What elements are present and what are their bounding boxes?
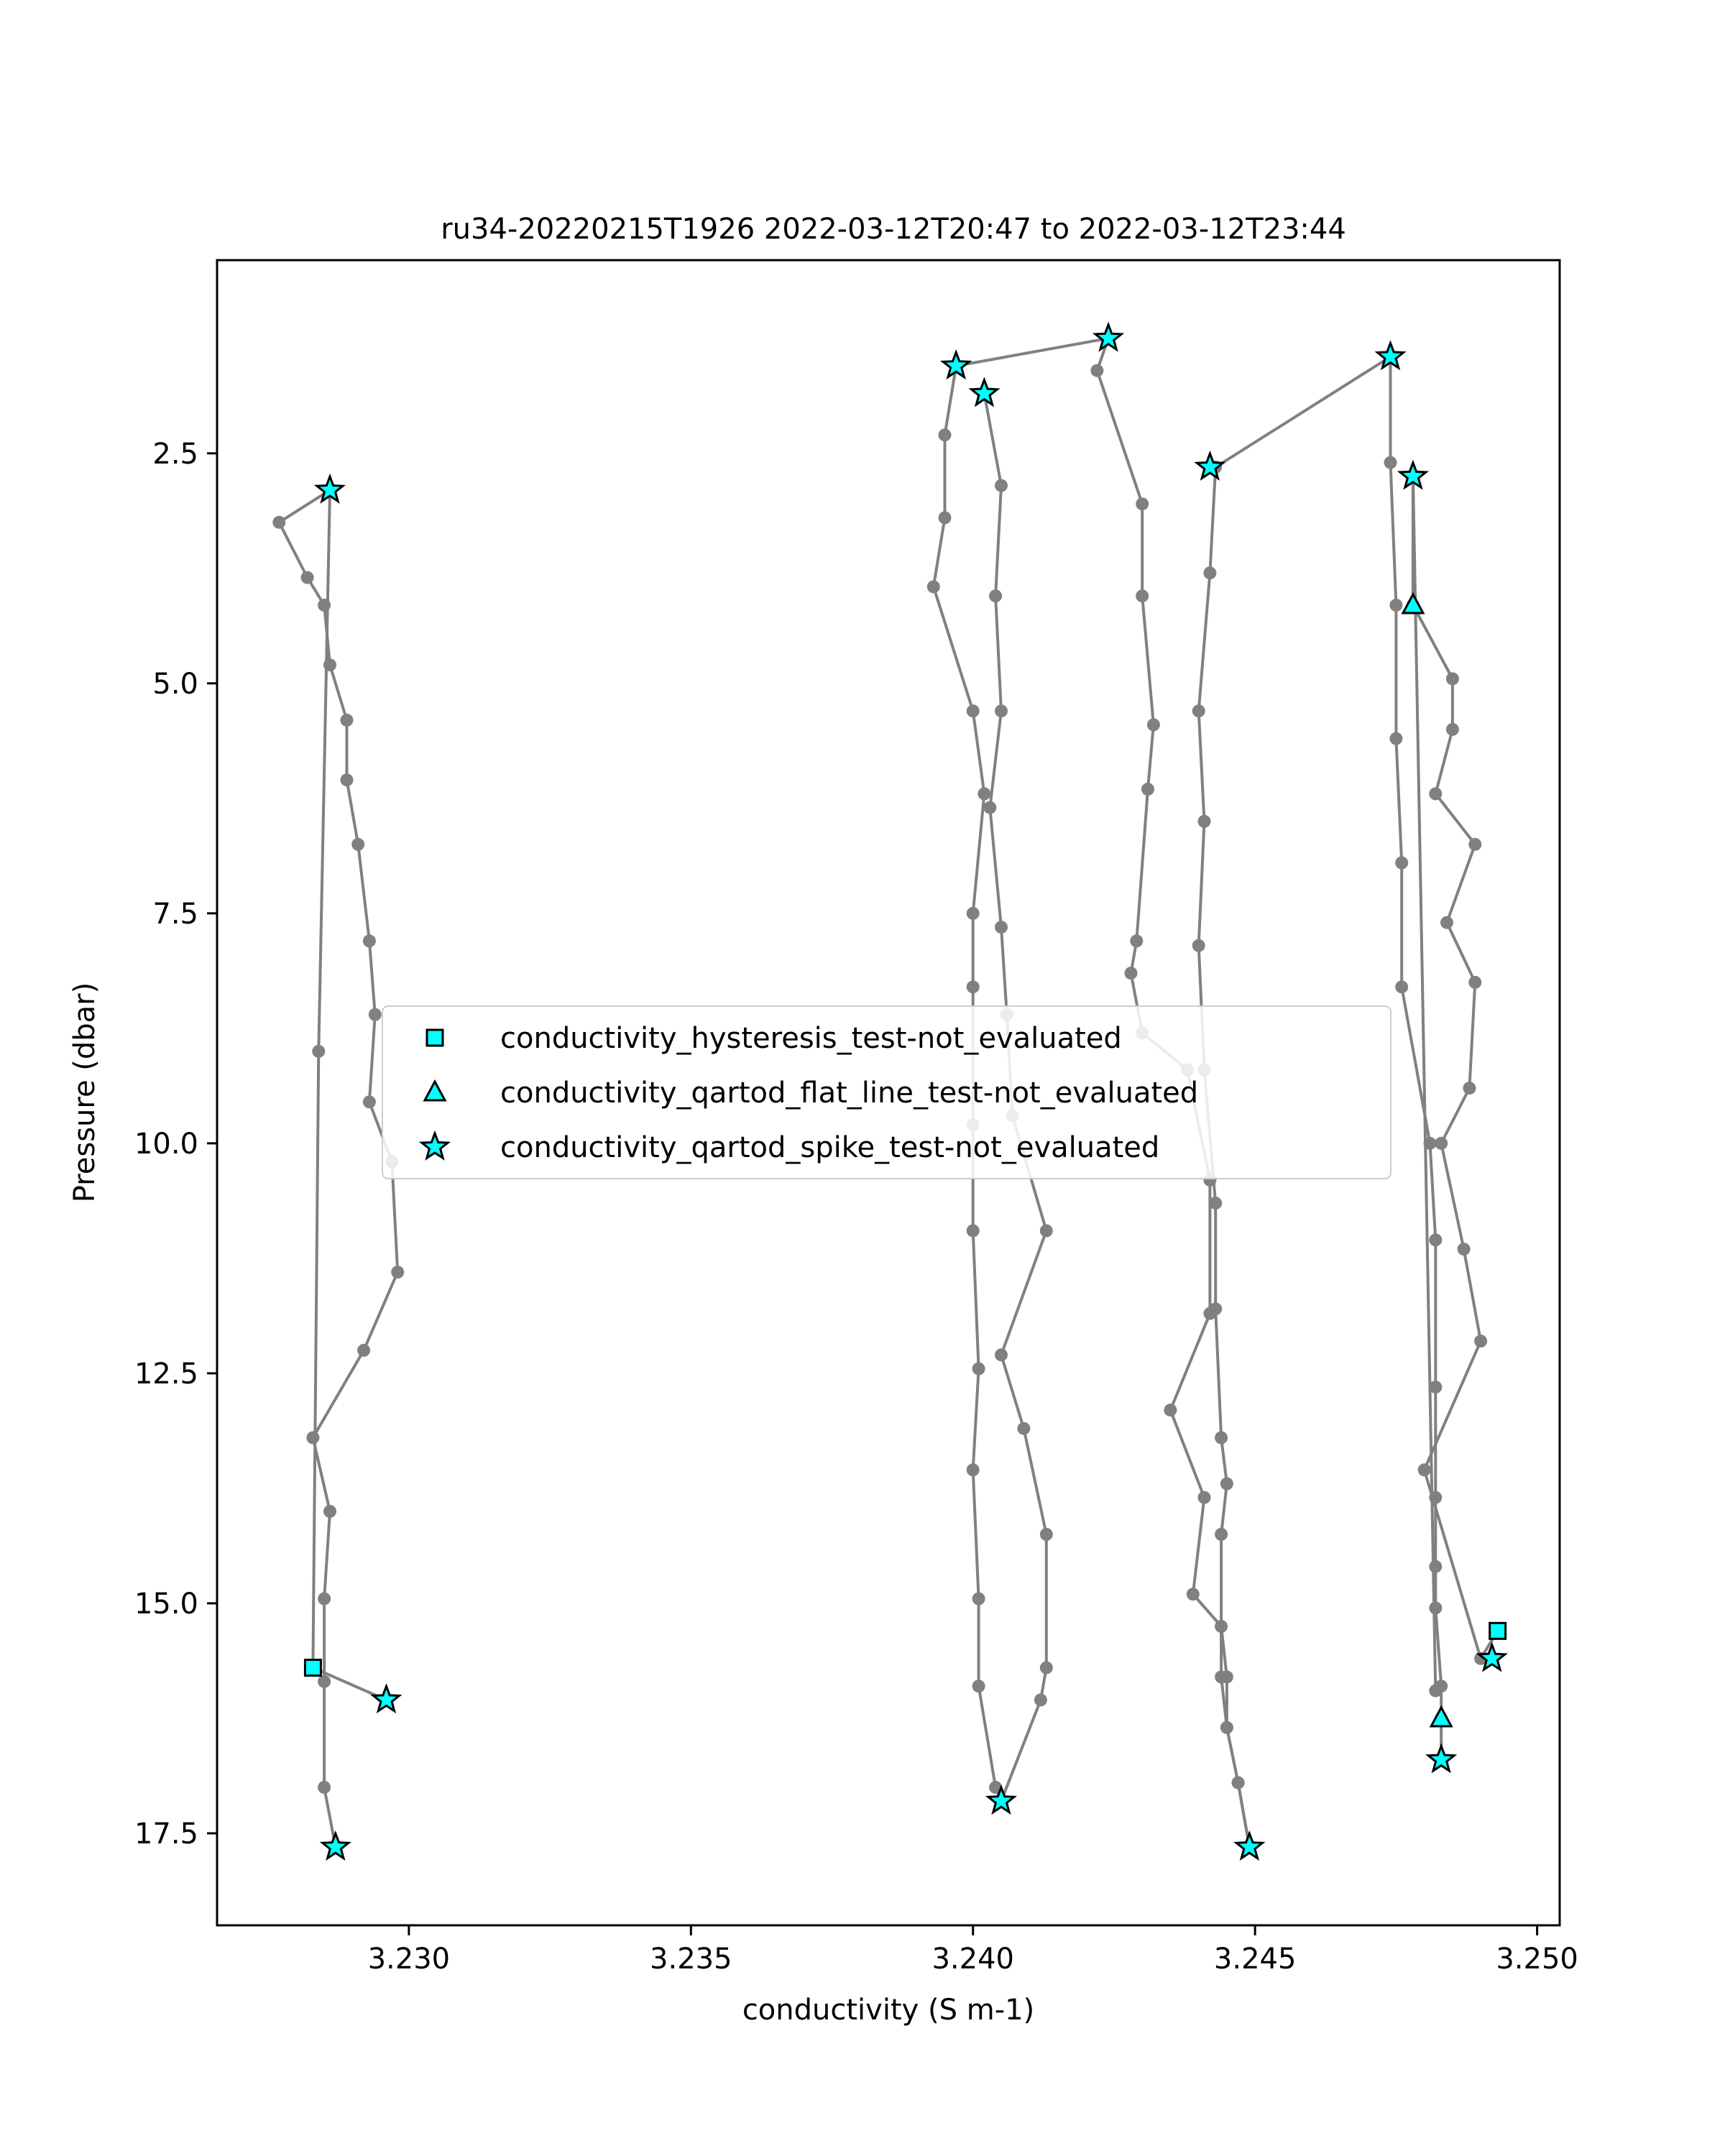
x-tick-label: 3.235 — [650, 1943, 732, 1976]
flag-marker-star — [1428, 1746, 1454, 1771]
x-tick-label: 3.245 — [1213, 1943, 1297, 1976]
data-point — [1429, 1381, 1442, 1393]
data-point — [967, 704, 980, 717]
flag-marker-triangle — [1431, 1708, 1451, 1726]
data-point — [363, 1095, 376, 1108]
x-axis — [368, 1925, 1578, 1976]
data-point — [972, 1593, 985, 1606]
y-tick-label: 5.0 — [152, 667, 198, 701]
data-point — [306, 1432, 319, 1445]
data-point — [318, 599, 331, 612]
data-point — [967, 1463, 980, 1476]
data-point — [323, 1505, 336, 1518]
data-point — [1429, 1685, 1442, 1697]
data-point — [1125, 967, 1138, 980]
data-point — [1232, 1777, 1245, 1789]
data-point — [1220, 1478, 1233, 1491]
data-point — [1418, 1463, 1431, 1476]
data-point — [1446, 723, 1459, 736]
data-point — [1440, 916, 1453, 929]
data-point — [1130, 934, 1143, 947]
data-point — [301, 571, 314, 584]
data-point — [995, 479, 1008, 492]
data-point — [978, 788, 990, 801]
y-tick-label: 15.0 — [134, 1587, 198, 1621]
data-point — [1463, 1082, 1476, 1095]
data-point — [1215, 1670, 1228, 1683]
profile-line-2 — [313, 490, 386, 1700]
data-point — [1192, 939, 1205, 952]
data-point — [1220, 1721, 1233, 1734]
data-point — [927, 580, 940, 593]
data-point — [351, 838, 364, 851]
data-point — [341, 773, 354, 786]
data-point — [967, 980, 980, 993]
data-point — [1192, 704, 1205, 717]
y-tick-label: 17.5 — [134, 1817, 198, 1851]
data-point — [1468, 976, 1481, 989]
flag-marker-star — [323, 1833, 349, 1858]
data-point — [1040, 1528, 1053, 1541]
flag-marker-star — [1479, 1645, 1505, 1669]
legend-marker-square — [427, 1030, 443, 1046]
data-point — [318, 1781, 331, 1794]
data-point — [1435, 1137, 1448, 1150]
data-point — [1203, 566, 1216, 579]
flag-marker-star — [1095, 325, 1121, 349]
data-point — [318, 1593, 331, 1606]
data-point — [1458, 1243, 1471, 1256]
data-point — [312, 1045, 325, 1058]
data-point — [1468, 838, 1481, 851]
data-point — [323, 658, 336, 671]
data-point — [1141, 783, 1154, 796]
data-point — [989, 589, 1002, 602]
data-point — [939, 511, 952, 524]
y-tick-label: 12.5 — [134, 1357, 198, 1391]
data-point — [1136, 497, 1149, 510]
flag-marker-square — [305, 1660, 321, 1676]
data-point — [967, 1225, 980, 1238]
data-point — [1017, 1422, 1030, 1435]
data-point — [357, 1344, 370, 1357]
data-point — [363, 934, 376, 947]
data-point — [1424, 1137, 1437, 1150]
x-tick-label: 3.250 — [1496, 1943, 1578, 1976]
flag-marker-star — [1236, 1833, 1262, 1858]
data-point — [1040, 1225, 1053, 1238]
data-point — [1164, 1404, 1177, 1416]
data-point — [967, 907, 980, 920]
data-point — [972, 1363, 985, 1376]
data-point — [1429, 1233, 1442, 1246]
legend-label: conductivity_qartod_flat_line_test-not_evaluated — [500, 1077, 1199, 1110]
data-point — [318, 1675, 331, 1688]
data-point — [272, 516, 285, 529]
data-point — [1090, 364, 1103, 377]
chart-title: ru34-20220215T1926 2022-03-12T20:47 to 2022-03-12T23:44 — [441, 213, 1346, 246]
y-tick-label: 10.0 — [134, 1127, 198, 1161]
profile-line-10 — [1413, 476, 1498, 1659]
data-point — [1389, 599, 1402, 612]
data-point — [1187, 1588, 1200, 1600]
data-point — [995, 1348, 1008, 1361]
data-point — [1209, 1197, 1222, 1210]
data-point — [1429, 1560, 1442, 1573]
profile-line-1 — [279, 490, 397, 1847]
data-point — [1429, 788, 1442, 801]
data-point — [995, 921, 1008, 934]
y-tick-label: 2.5 — [152, 437, 198, 471]
data-point — [983, 801, 996, 814]
data-point — [1389, 732, 1402, 745]
data-point — [1198, 815, 1211, 828]
flag-marker-star — [373, 1686, 399, 1710]
data-point — [1147, 719, 1160, 732]
legend — [382, 1006, 1391, 1179]
data-point — [1395, 857, 1408, 870]
data-point — [1429, 1601, 1442, 1614]
profile-line-5 — [956, 338, 1108, 366]
data-point — [341, 714, 354, 727]
data-point — [1429, 1491, 1442, 1504]
y-tick-label: 7.5 — [152, 897, 198, 931]
data-point — [1215, 1432, 1228, 1445]
flag-marker-triangle — [1403, 594, 1423, 613]
data-point — [995, 704, 1008, 717]
profile-line-9 — [1413, 476, 1435, 1691]
data-point — [391, 1266, 404, 1279]
data-point — [939, 428, 952, 441]
legend-label: conductivity_hysteresis_test-not_evaluated — [500, 1022, 1122, 1055]
flag-marker-star — [1197, 453, 1223, 478]
data-point — [1215, 1528, 1228, 1541]
x-tick-label: 3.240 — [932, 1943, 1014, 1976]
data-point — [972, 1680, 985, 1692]
data-point — [1136, 589, 1149, 602]
data-point — [1384, 456, 1397, 469]
y-axis — [134, 438, 217, 1851]
data-point — [1209, 1302, 1222, 1315]
data-point — [1395, 980, 1408, 993]
data-point — [1446, 673, 1459, 686]
data-point — [369, 1008, 382, 1021]
data-point — [1198, 1491, 1211, 1504]
y-axis-label: Pressure (dbar) — [68, 982, 101, 1203]
data-point — [1474, 1335, 1487, 1348]
flag-marker-square — [1490, 1623, 1506, 1639]
x-axis-label: conductivity (S m-1) — [742, 1994, 1035, 2027]
data-point — [1040, 1662, 1053, 1674]
x-tick-label: 3.230 — [367, 1943, 451, 1976]
data-point — [1215, 1620, 1228, 1633]
data-point — [1034, 1693, 1047, 1706]
legend-label: conductivity_qartod_spike_test-not_evaluated — [500, 1131, 1160, 1164]
